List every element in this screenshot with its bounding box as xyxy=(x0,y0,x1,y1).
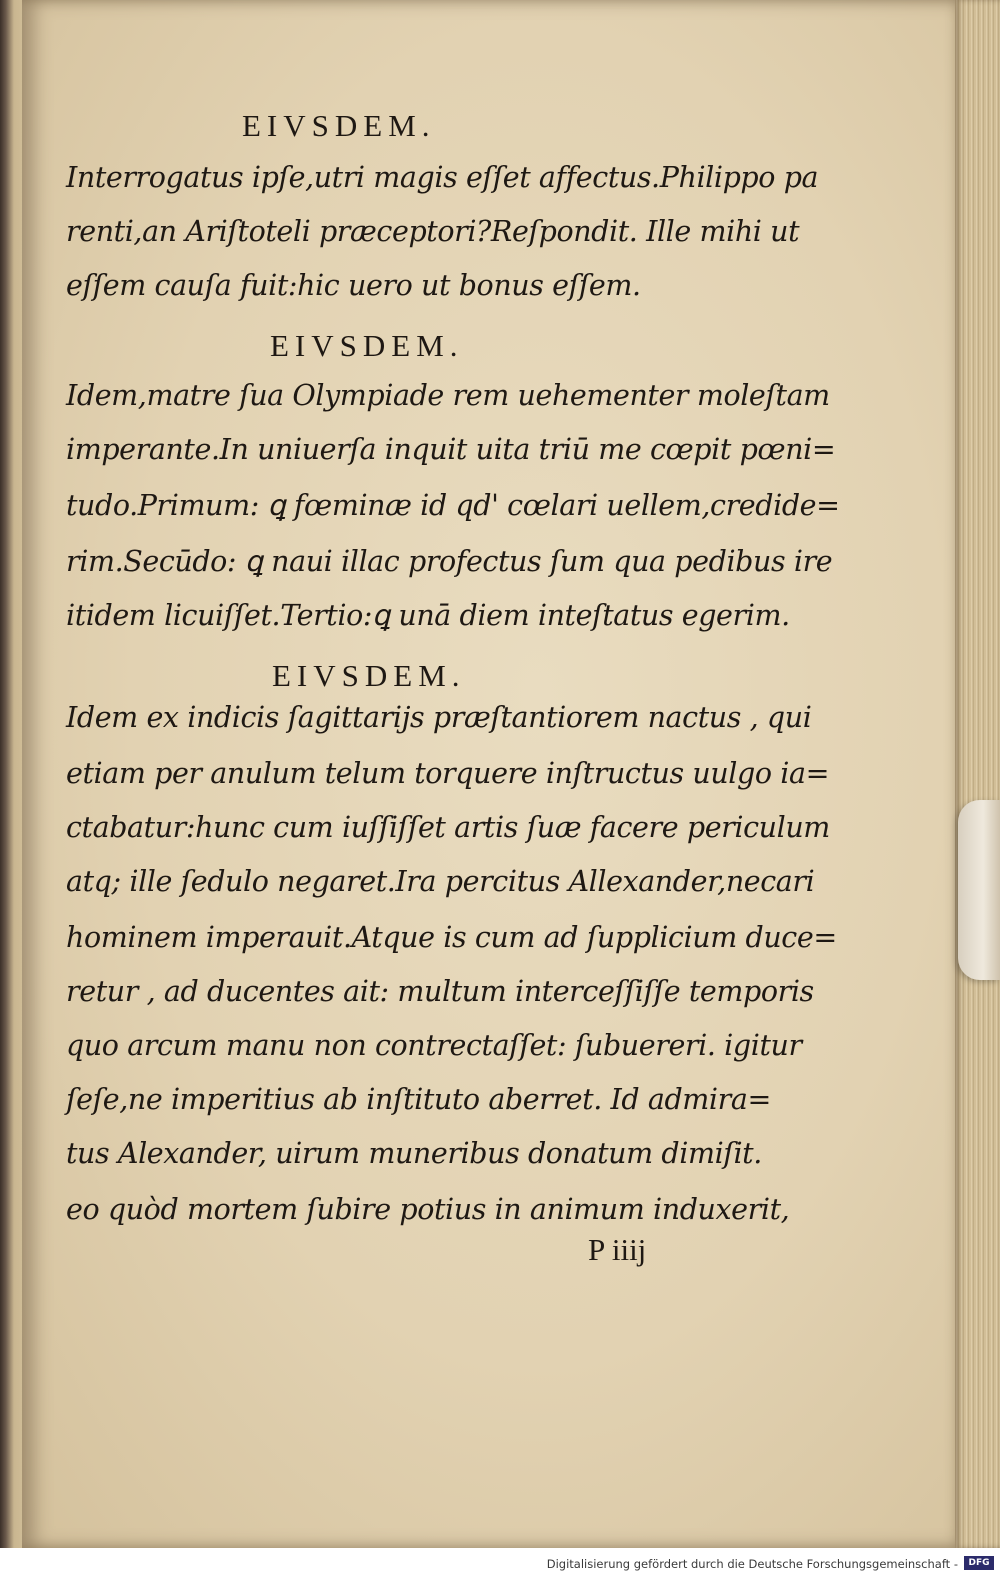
text-line-5: imperante.In uniuerſa inquit uita triū me cœpit pœni= xyxy=(66,433,836,466)
text-line-12: atq; ille ſedulo negaret.Ira percitus Allexander,necari xyxy=(66,865,815,898)
text-line-4: Idem,matre ſua Olympiade rem uehementer moleſtam xyxy=(66,379,830,412)
text-line-3: eſſem cauſa fuit:hic uero ut bonus eſſem. xyxy=(66,269,641,302)
text-line-6: tudo.Primum: ꝗ fœminæ id qd' cœlari uellem,credide= xyxy=(66,489,840,522)
signature-mark: P iiij xyxy=(588,1232,647,1267)
text-line-15: quo arcum manu non contrectaſſet: ſubuereri. igitur xyxy=(66,1029,802,1062)
digitization-footer xyxy=(0,1548,1000,1579)
text-line-2: renti,an Ariſtoteli præceptori?Reſpondit. Ille mihi ut xyxy=(66,215,800,248)
text-line-13: hominem imperauit.Atque is cum ad ſupplicium duce= xyxy=(66,921,837,954)
text-line-9: Idem ex indicis ſagittarijs præſtantiorem nactus , qui xyxy=(66,701,812,734)
text-line-8: itidem licuiſſet.Tertio:ꝗ unā diem inteſtatus egerim. xyxy=(66,599,790,632)
text-line-17: tus Alexander, uirum muneribus donatum dimiſit. xyxy=(66,1137,762,1170)
text-line-14: retur , ad ducentes ait: multum interceſſiſſe temporis xyxy=(66,975,814,1008)
funding-credit: Digitalisierung gefördert durch die Deutsche Forschungsgemeinschaft - xyxy=(546,1557,958,1571)
section-heading-1: EIVSDEM. xyxy=(242,108,436,143)
text-line-18: eo quòd mortem ſubire potius in animum induxerit, xyxy=(66,1193,790,1226)
section-heading-2: EIVSDEM. xyxy=(270,328,464,363)
section-heading-3: EIVSDEM. xyxy=(272,658,466,693)
page-edges xyxy=(955,0,1000,1548)
text-line-10: etiam per anulum telum torquere inſtructus uulgo ia= xyxy=(66,757,830,790)
text-line-1: Interrogatus ipſe,utri magis eſſet affectus.Philippo pa xyxy=(66,161,819,194)
dfg-logo-icon: DFG xyxy=(964,1556,994,1570)
text-line-11: ctabatur:hunc cum iuſſiſſet artis ſuæ facere periculum xyxy=(66,811,830,844)
text-line-7: rim.Secūdo: ꝗ naui illac profectus ſum qua pedibus ire xyxy=(66,545,833,578)
text-line-16: ſeſe,ne imperitius ab inſtituto aberret. Id admira= xyxy=(66,1083,771,1116)
book-clasp xyxy=(958,800,1000,980)
